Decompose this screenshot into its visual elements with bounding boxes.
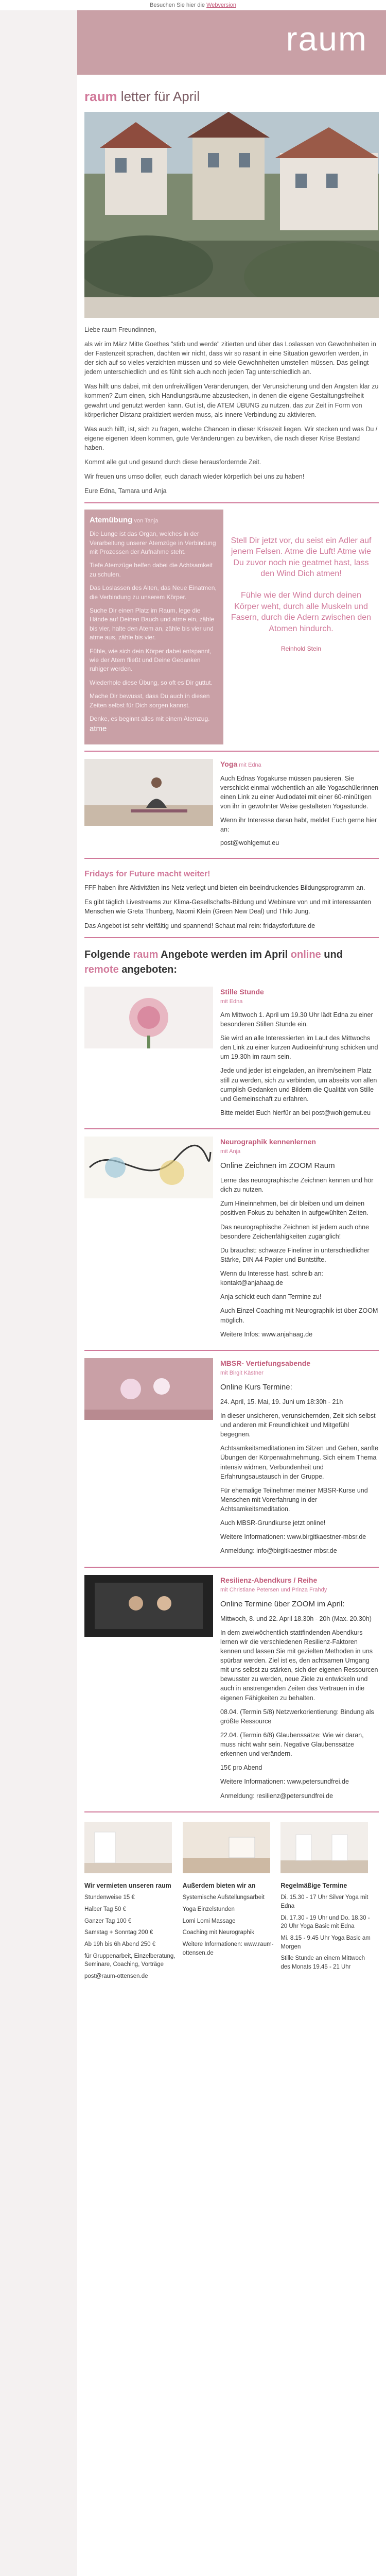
footer-dates-line: Di. 15.30 - 17 Uhr Silver Yoga mit Edna (280, 1894, 369, 1910)
fff-body (77, 883, 386, 931)
footer-rent-line: Halber Tag 50 € (84, 1906, 126, 1913)
offer-paragraph: Auch MBSR-Grundkurse jetzt online! (220, 1519, 326, 1527)
offer-paragraph: Für ehemalige Teilnehmer meiner MBSR-Kurse und Menschen mit Vorerfahrung in der Achtsamkeitsmeditation. (220, 1486, 368, 1513)
offers-head-mid: Angebote werden im April (158, 948, 291, 960)
footer-columns (84, 1822, 379, 1984)
fff-p1: FFF haben ihre Aktivitäten ins Netz verlegt und bieten ein beeindruckendes Bildungsprogramm an. (84, 884, 365, 892)
offer-image (84, 1137, 213, 1344)
atem-title-sub: von Tanja (132, 517, 159, 524)
brand-logo: raum (286, 20, 367, 58)
intro-paragraph-2: Was hilft uns dabei, mit den unfreiwilligen Veränderungen, der Verunsicherung und den Ängsten klar zu kommen? Zum einen, sich Handlungsräume abzustecken, in denen die eigene Gestaltungsfreiheit gewahrt und genutzt werden kann. Gut ist, die ATEM ÜBUNG zu nutzen, das zur Zeit in Form von körperlicher Distanz praktiziert werden muss, als innere Verbindung zu aktivieren. (84, 383, 379, 418)
offer-paragraph: Anmeldung: info@birgitkaestner-mbsr.de (220, 1547, 337, 1555)
room-photo (280, 1822, 368, 1873)
offer-paragraph: Weitere Infos: www.anjahaag.de (220, 1330, 313, 1338)
yoga-title-sub: mit Edna (237, 762, 261, 769)
offer-paragraph: 08.04. (Termin 5/8) Netzwerkorientierung: Bindung als größte Ressource (220, 1708, 374, 1725)
footer-col-dates (280, 1822, 379, 1984)
offer-paragraph: Jede und jeder ist eingeladen, an ihrem/seinem Platz still zu werden, sich zu verbinden, um abseits von allen cumplish Gedanken und Bildern die Qualität von Stille und Gemeinschaft zu erfahren. (220, 1067, 377, 1103)
yoga-title (220, 759, 379, 770)
footer-offers-line: Systemische Aufstellungsarbeit (182, 1894, 265, 1901)
footer-dates-line: Mi. 8.15 - 9.45 Uhr Yoga Basic am Morgen (280, 1935, 371, 1950)
footer-rent-title: Wir vermieten unseren raum (84, 1882, 171, 1890)
yoga-photo-illustration (84, 759, 213, 826)
poem-stanza-2: Fühle wie der Wind durch deinen Körper weht, durch alle Muskeln und Fasern, durch die Adern zwischen den Atomen hindurch. (231, 590, 372, 633)
atem-p2: Tiefe Atemzüge helfen dabei die Achtsamkeit zu schulen. (90, 562, 213, 578)
divider (84, 502, 379, 503)
offer-paragraph: Anja schickt euch dann Termine zu! (220, 1293, 322, 1301)
atem-p5: Fühle, wie sich dein Körper dabei entspannt, wie der Atem fließt und Deine Gedanken ruhiger werden. (90, 647, 212, 673)
offers-head-remote: remote (84, 963, 119, 975)
offer-body (213, 1575, 379, 1805)
footer-rent-mail[interactable]: post@raum-ottensen.de (84, 1973, 148, 1980)
offer-body (213, 1137, 379, 1344)
intro-paragraph-3: Was auch hilft, ist, sich zu fragen, welche Chancen in dieser Krisezeit liegen. Wir stecken und was Du / eigene eigenen Ideen kommen, gute Veränderungen zu bewirken, die nach dieser Krise Bestand haben. (84, 425, 378, 452)
left-margin (0, 10, 77, 2576)
footer-offers-line: Coaching mit Neurographik (182, 1929, 255, 1936)
offer-subtitle: mit Anja (220, 1148, 241, 1155)
poem-stanza-1: Stell Dir jetzt vor, du seist ein Adler auf jenem Felsen. Atme die Luft! Atme wie Du zuvor noch nie geatmet hast, lass den Wind Dich atmen! (231, 536, 372, 579)
greeting: Liebe raum Freundinnen, (84, 326, 156, 333)
yoga-mail[interactable]: post@wohlgemut.eu (220, 839, 279, 846)
footer-offers-link[interactable]: Weitere Informationen: www.raum-ottensen.de (182, 1941, 274, 1956)
offer-subtitle: mit Christiane Petersen und Prinza Frahdy (220, 1586, 327, 1593)
yoga-title-main: Yoga (220, 760, 238, 769)
offers-head-post: angeboten: (118, 963, 178, 975)
offer-paragraph: 15€ pro Abend (220, 1764, 262, 1772)
web-version-text: Besuchen Sie hier die (150, 2, 207, 8)
offer-image (84, 1358, 213, 1561)
atem-title (90, 515, 218, 526)
footer-rent-line: Ab 19h bis 6h Abend 250 € (84, 1941, 156, 1948)
offer-paragraph: Achtsamkeitsmeditationen im Sitzen und Gehen, sanfte Übungen der Körperwahrnehmung. Sich einem Thema intensiv widmen, Verbundenheit und Erfahrungsaustausch in der Gruppe. (220, 1445, 379, 1480)
web-version-bar (0, 0, 386, 10)
footer-dates-line: Stille Stunde an einem Mittwoch des Monats 19.45 - 21 Uhr (280, 1955, 365, 1971)
offer-image (84, 1575, 213, 1805)
offer-title: Neurographik kennenlernen (220, 1138, 316, 1146)
yoga-section (84, 759, 379, 852)
offer-paragraph: Lerne das neurographische Zeichnen kennen und hör dich zu nutzen. (220, 1177, 374, 1194)
atem-box (84, 510, 223, 745)
divider (84, 937, 379, 938)
fff-title: Fridays for Future macht weiter! (84, 869, 210, 878)
poem (223, 510, 379, 745)
offer-headline: Online Zeichnen im ZOOM Raum (220, 1161, 335, 1171)
footer-rent-line: für Gruppenarbeit, Einzelberatung, Seminare, Coaching, Vorträge (84, 1953, 176, 1968)
letter-title-rest: letter für April (117, 89, 200, 104)
offers-heading (77, 944, 386, 979)
footer-dates-line: Di. 17.30 - 19 Uhr und Do. 18.30 - 20 Uhr Yoga Basic mit Edna (280, 1914, 370, 1930)
atem-p6: Wiederhole diese Übung, so oft es Dir guttut. (90, 679, 213, 686)
offer-photo (84, 987, 213, 1048)
offer-photo (84, 1575, 213, 1637)
letter-title-raum: raum (84, 89, 117, 104)
offer-paragraph: 24. April, 15. Mai, 19. Juni um 18:30h - 21h (220, 1398, 343, 1405)
divider (84, 858, 379, 859)
offer-title: MBSR- Vertiefungsabende (220, 1359, 311, 1367)
offer-item (84, 987, 379, 1129)
offer-paragraph: Zum Hineinnehmen, bei dir bleiben und um deinen positiven Fokus zu behalten in aufgewühlten Zeiten. (220, 1200, 369, 1217)
yoga-text (213, 759, 379, 852)
offer-title: Stille Stunde (220, 987, 264, 996)
footer-offers-line: Yoga Einzelstunden (182, 1906, 235, 1913)
intro-text (77, 318, 386, 496)
offers-head-online: online (290, 948, 321, 960)
web-version-link[interactable]: Webversion (206, 2, 236, 8)
footer-rent-line: Stundenweise 15 € (84, 1894, 135, 1901)
atem-closing-text: Denke, es beginnt alles mit einem Atemzug. (90, 715, 210, 722)
atem-p1: Die Lunge ist das Organ, welches in der Verarbeitung unserer Atemzüge in Verbindung mit Prozessen der Aufnahme steht. (90, 530, 216, 556)
footer-col-offers (183, 1822, 281, 1984)
footer-offers-title: Außerdem bieten wir an (182, 1882, 256, 1890)
letter-title (77, 75, 386, 112)
offer-item (84, 1137, 379, 1351)
offer-paragraph: Auch Einzel Coaching mit Neurographik ist über ZOOM möglich. (220, 1307, 378, 1324)
footer-rent-line: Ganzer Tag 100 € (84, 1918, 132, 1924)
offer-paragraph: Anmeldung: resilienz@petersundfrei.de (220, 1792, 334, 1800)
atem-p7: Mache Dir bewusst, dass Du auch in diesen Zeiten selbst für Dich sorgen kannst. (90, 692, 210, 709)
footer-col-rent (84, 1822, 183, 1984)
offer-item (84, 1575, 379, 1812)
offers-head-raum: raum (133, 948, 159, 960)
offer-paragraph: 22.04. (Termin 6/8) Glaubenssätze: Wie wir daran, muss nicht wahr sein. Negative Glaubenssätze erkennen und verändern. (220, 1731, 364, 1758)
offer-paragraph: In dieser unsicheren, verunsichernden, Zeit sich selbst und anderen mit Freundlichkeit und Mitgefühl begegnen. (220, 1412, 376, 1438)
atem-section (84, 510, 379, 745)
fff-p3: Das Angebot ist sehr vielfältig und spannend! Schaut mal rein: fridaysforfuture.de (84, 922, 315, 930)
offer-photo (84, 1137, 213, 1198)
header-banner (77, 10, 386, 75)
offer-photo (84, 1358, 213, 1420)
atem-p4: Suche Dir einen Platz im Raum, lege die Hände auf Deinen Bauch und atme ein, zähle bis vier, halte den Atem an, zähle bis vier und atme aus, zähle bis vier. (90, 607, 215, 641)
newsletter-sheet (77, 10, 386, 2576)
offer-paragraph: Weitere Informationen: www.birgitkaestner-mbsr.de (220, 1533, 366, 1541)
atem-p3: Das Loslassen des Alten, das Neue Einatmen, die Verbindung zu unserem Körper. (90, 584, 217, 601)
intro-paragraph-1: als wir im März Mitte Goethes "stirb und werde" zitierten und über das Loslassen von Gewohnheiten in der Fastenzeit sprachen, dachten wir nicht, dass wir so rasant in eine Situation geworfen werden, in der sich auf so vieles verzichten müssen und so viele Gewohnheiten umstellen müssen. Das gelingt jedem unterschiedlich und es fühlt sich auch noch jeden Tag unterschiedlich an. (84, 340, 376, 376)
offer-paragraph: Du brauchst: schwarze Fineliner in unterschiedlicher Stärke, DIN A4 Papier und Buntstifte. (220, 1246, 370, 1263)
intro-paragraph-4: Kommt alle gut und gesund durch diese herausfordernde Zeit. (84, 459, 261, 466)
divider (84, 751, 379, 752)
offer-image (84, 987, 213, 1122)
atem-closing-big: atme (90, 724, 107, 734)
offer-paragraph: Sie wird an alle Interessierten im Laut des Mittwochs den Link zu einer kurzen Audioeinführung schicken und um 19.30h im raum sein. (220, 1035, 378, 1061)
offer-paragraph: Weitere Informationen: www.petersundfrei.de (220, 1778, 349, 1786)
offer-headline: Online Kurs Termine: (220, 1383, 292, 1392)
offer-paragraph: Wenn du Interesse hast, schreib an: kontakt@anjahaag.de (220, 1270, 323, 1287)
yoga-image (84, 759, 213, 852)
offer-body (213, 987, 379, 1122)
offer-title: Resilienz-Abendkurs / Reihe (220, 1575, 318, 1584)
footer-offers-line: Lomi Lomi Massage (182, 1918, 236, 1924)
yoga-p2: Wenn ihr Interesse daran habt, meldet Euch gerne hier an: (220, 816, 377, 833)
offer-paragraph: Das neurographische Zeichnen ist jedem auch ohne besondere Zeichenfähigkeiten zugänglich! (220, 1223, 370, 1240)
offers-head-und: und (321, 948, 343, 960)
offer-paragraph: In dem zweiwöchentlich stattfindenden Abendkurs lernen wir die verschiedenen Resilienz-Faktoren kennen und lassen Sie mit gezielten Methoden in uns spürbar werden. Ziel ist es, den achtsamen Umgang mit uns selbst zu stärken, sich der eigenen Ressourcen bewusster zu werden, neue Ziele zu entwickeln und auch in anstrengenden Zeiten das Vertrauen in die eigenen Fähigkeiten zu behalten. (220, 1629, 378, 1702)
offers-list (77, 987, 386, 1812)
atem-title-main: Atemübung (90, 515, 133, 524)
room-photo (84, 1822, 172, 1873)
offers-head-pre: Folgende (84, 948, 133, 960)
poem-author: Reinhold Stein (280, 645, 322, 653)
offer-paragraph: Mittwoch, 8. und 22. April 18.30h - 20h (Max. 20.30h) (220, 1615, 372, 1622)
offer-item (84, 1358, 379, 1568)
room-photo (183, 1822, 270, 1873)
offer-body (213, 1358, 379, 1561)
fff-p2: Es gibt täglich Livestreams zur Klima-Gesellschafts-Bildung und Webinare von und mit interessanten Menschen wie Greta Thunberg, Naomi Klein (Green New Deal) und Thilo Jung. (84, 899, 371, 916)
intro-paragraph-5: Wir freuen uns umso doller, euch danach wieder körperlich bei uns zu haben! (84, 473, 305, 481)
offer-paragraph: Am Mittwoch 1. April um 19.30 Uhr lädt Edna zu einer besonderen Stillen Stunde ein. (220, 1011, 373, 1028)
yoga-p1: Auch Ednas Yogakurse müssen pausieren. Sie verschickt einmal wöchentlich an alle Yogaschülerinnen einen Link zu einer Audiodatei mit einer 60-minütigen von ihr in gewohnter Weise gestalteten Yogastunde. (220, 775, 379, 810)
atem-closing (90, 715, 218, 735)
footer-rent-line: Samstag + Sonntag 200 € (84, 1929, 153, 1936)
offer-headline: Online Termine über ZOOM im April: (220, 1599, 345, 1608)
hero-photo-illustration (84, 112, 379, 318)
intro-signature: Eure Edna, Tamara und Anja (84, 487, 167, 495)
footer-dates-title: Regelmäßige Termine (280, 1882, 347, 1890)
offer-subtitle: mit Edna (220, 998, 243, 1005)
offer-subtitle: mit Birgit Kästner (220, 1370, 264, 1377)
hero-image (84, 112, 379, 318)
offer-paragraph: Bitte meldet Euch hierfür an bei post@wohlgemut.eu (220, 1109, 371, 1116)
